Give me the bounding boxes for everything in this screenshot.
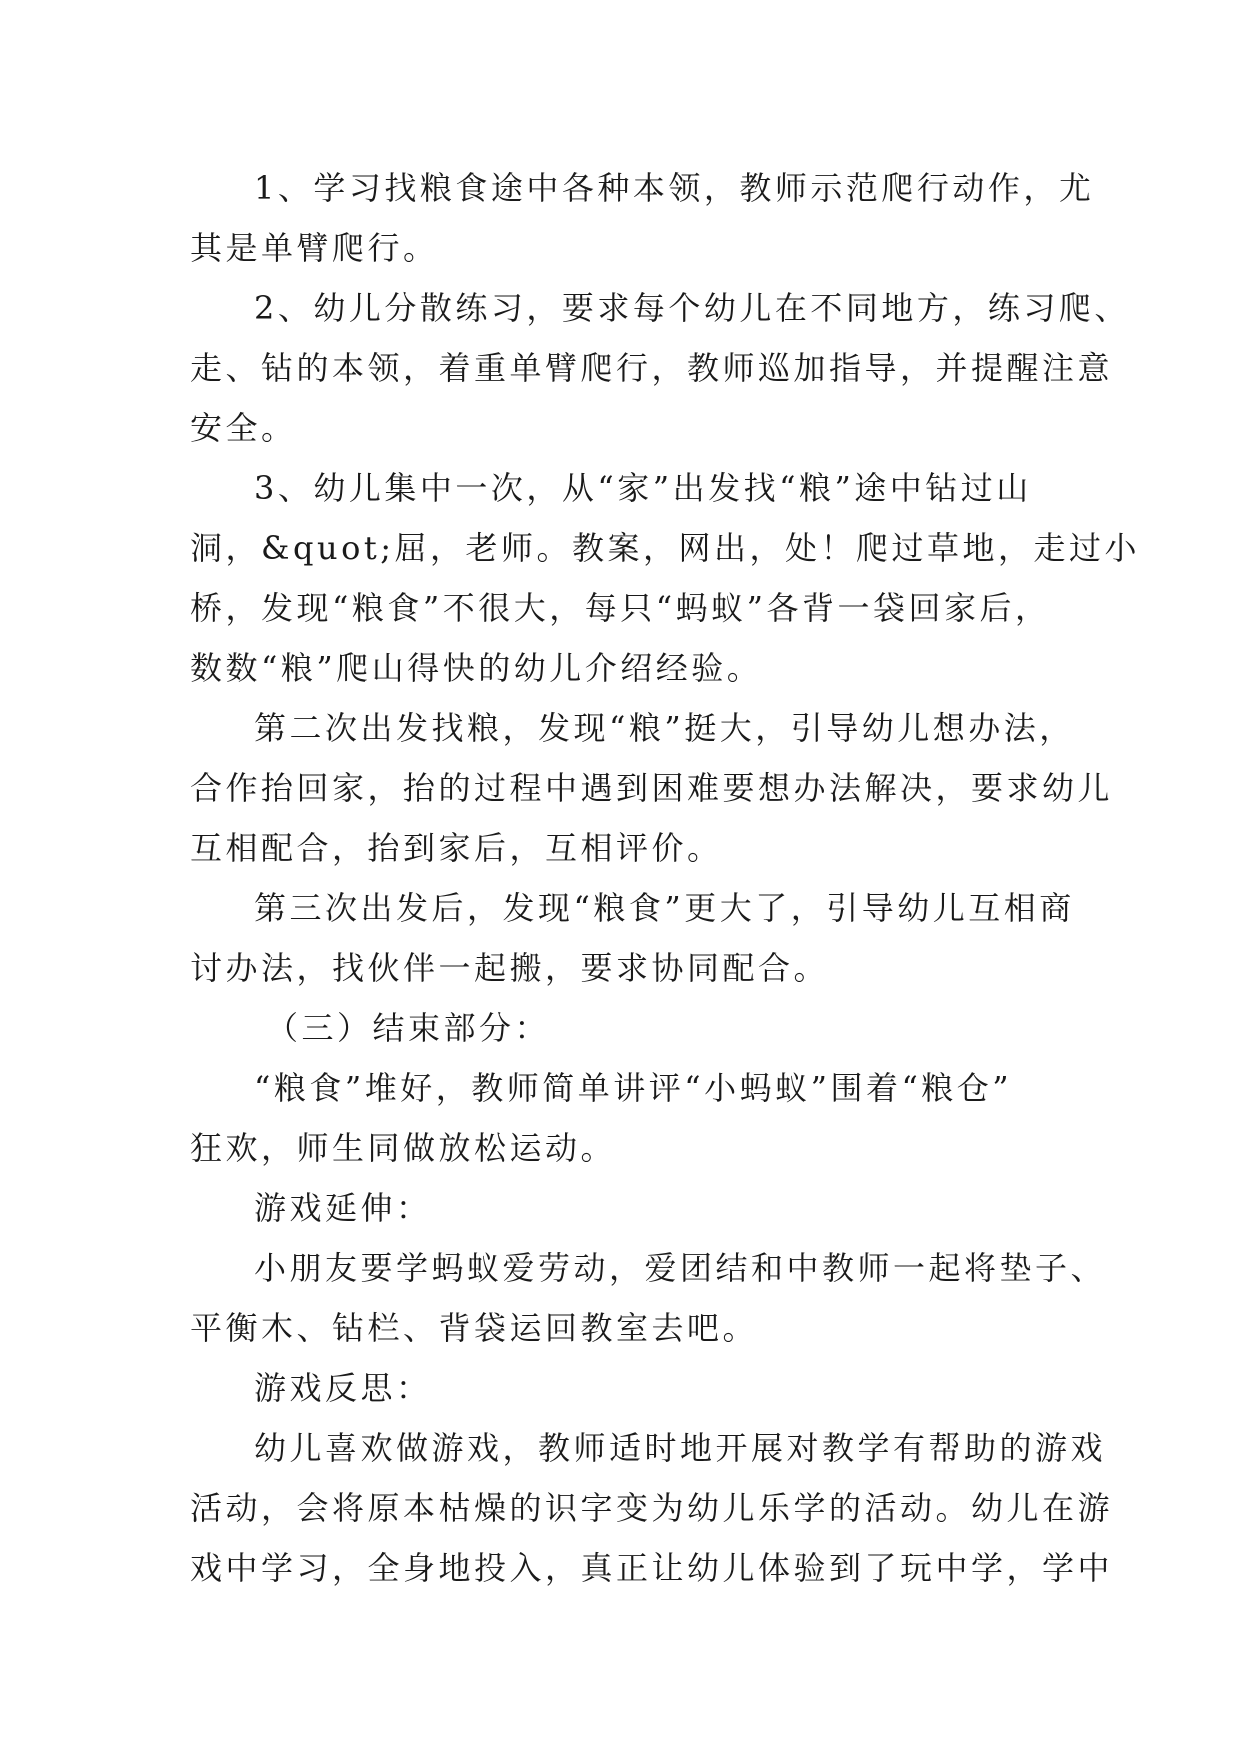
paragraph-line: 1、学习找粮食途中各种本领，教师示范爬行动作，尤 [254,169,1095,207]
paragraph-line: 小朋友要学蚂蚁爱劳动，爱团结和中教师一起将垫子、 [254,1249,1107,1287]
paragraph-line: “粮食”堆好，教师简单讲评“小蚂蚁”围着“粮仓” [254,1069,1013,1107]
paragraph-line: 走、钻的本领，着重单臂爬行，教师巡加指导，并提醒注意 [190,349,1114,387]
paragraph-line: 互相配合，抬到家后，互相评价。 [190,829,723,867]
paragraph-line: 第三次出发后，发现“粮食”更大了，引导幼儿互相商 [254,889,1075,927]
paragraph-line: 第二次出发找粮，发现“粮”挺大，引导幼儿想办法， [254,709,1075,747]
paragraph-line: 数数“粮”爬山得快的幼儿介绍经验。 [190,649,763,687]
paragraph-line: 3、幼儿集中一次，从“家”出发找“粮”途中钻过山 [254,469,1032,507]
section-heading: 游戏反思： [254,1369,432,1407]
paragraph-line: 2、幼儿分散练习，要求每个幼儿在不同地方，练习爬、 [254,289,1130,327]
paragraph-line: 桥，发现“粮食”不很大，每只“蚂蚁”各背一袋回家后， [190,589,1051,627]
paragraph-line: 合作抬回家，抬的过程中遇到困难要想办法解决，要求幼儿 [190,769,1114,807]
paragraph-line: 活动，会将原本枯燥的识字变为幼儿乐学的活动。幼儿在游 [190,1489,1114,1527]
paragraph-line: 讨办法，找伙伴一起搬，要求协同配合。 [190,949,830,987]
section-heading: 游戏延伸： [254,1189,432,1227]
section-heading: （三）结束部分： [266,1009,551,1047]
paragraph-line: 洞，&quot;屈，老师。教案，网出，处！爬过草地，走过小 [190,529,1140,567]
paragraph-line: 安全。 [190,409,297,447]
paragraph-line: 戏中学习，全身地投入，真正让幼儿体验到了玩中学，学中 [190,1549,1114,1587]
paragraph-line: 其是单臂爬行。 [190,229,439,267]
paragraph-line: 幼儿喜欢做游戏，教师适时地开展对教学有帮助的游戏 [254,1429,1107,1467]
paragraph-line: 狂欢，师生同做放松运动。 [190,1129,617,1167]
paragraph-line: 平衡木、钻栏、背袋运回教室去吧。 [190,1309,759,1347]
